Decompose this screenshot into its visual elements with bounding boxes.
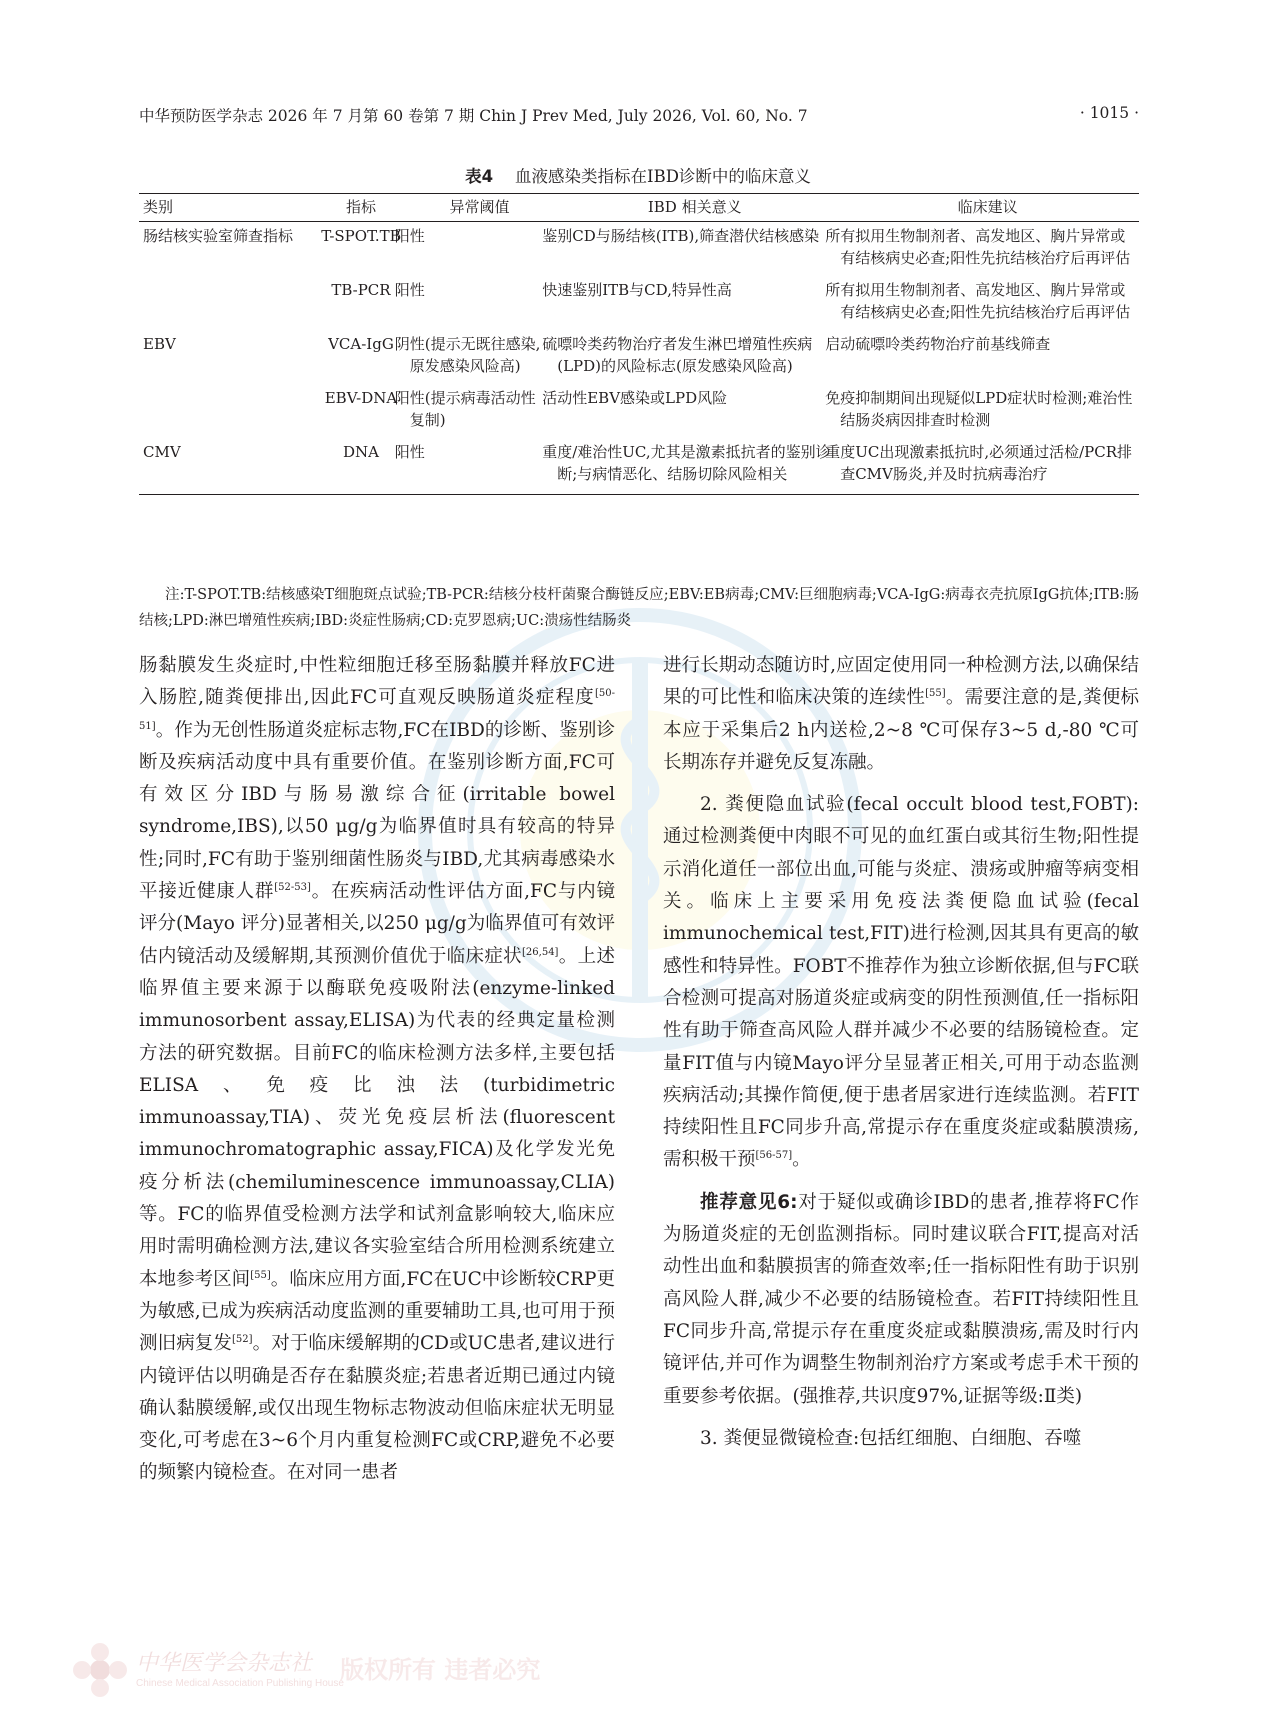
table-cell: TB-PCR	[331, 281, 391, 299]
table-caption	[0, 163, 1276, 187]
paragraph	[663, 1423, 1139, 1455]
journal-citation: 中华预防医学杂志 2026 年 7 月第 60 卷第 7 期 Chin J Prev Med, July 2026, Vol. 60, No. 7	[139, 107, 808, 125]
recommendation-paragraph	[663, 1187, 1139, 1413]
table-cell: 阳性(提示病毒活动性复制)	[394, 389, 536, 429]
table-row	[139, 438, 1139, 495]
text-run: 进行长期动态随访时,应固定使用同一种检测方法,以确保结果的可比性和临床决策的连续性	[663, 655, 1139, 709]
table-cell: 硫嘌呤类药物治疗者发生淋巴增殖性疾病(LPD)的风险标志(原发感染风险高)	[542, 335, 813, 375]
table-cell: 阳性	[406, 438, 553, 495]
text-run: 3. 粪便显微镜检查:包括红细胞、白细胞、吞噬	[700, 1427, 1082, 1449]
column-header: 指标	[316, 194, 406, 222]
column-header: 异常阈值	[406, 194, 553, 222]
text-run: 肠黏膜发生炎症时,中性粒细胞迁移至肠黏膜并释放FC进入肠腔,随粪便排出,因此FC可直观反映肠道炎症程度	[139, 655, 615, 709]
citation: [56-57]	[755, 1150, 793, 1162]
text-run: 对于疑似或确诊IBD的患者,推荐将FC作为肠道炎症的无创监测指标。同时建议联合FIT,提高对活动性出血和黏膜损害的筛查效率;任一指标阳性有助于识别高风险人群,减少不必要的结肠镜检查。若FIT持续阳性且FC同步升高,常提示存在重度炎症或黏膜溃疡,需及时行内镜评估,并可作为调整生物制剂治疗方案或考虑手术干预的重要参考依据。(强推荐,共识度97%,证据等级:Ⅱ类)	[663, 1191, 1139, 1407]
table-cell: DNA	[316, 438, 406, 495]
citation: [52-53]	[274, 881, 311, 893]
table-footnote	[139, 582, 1139, 634]
body-column-left	[139, 650, 615, 1490]
publisher-name-en: Chinese Medical Association Publishing House	[136, 1678, 344, 1689]
paragraph	[663, 789, 1139, 1177]
body-column-right	[663, 650, 1139, 1455]
citation: [50-51]	[139, 688, 615, 732]
text-run: 。	[792, 1149, 811, 1171]
citation: [55]	[250, 1269, 271, 1281]
table-row	[139, 330, 1139, 384]
publisher-name: 中华医学会杂志社	[136, 1651, 313, 1676]
table-cell: 肠结核实验室筛查指标	[143, 227, 294, 245]
text-run: 。需要注意的是,粪便标本应于采集后2 h内送检,2~8 ℃可保存3~5 d,-80 ℃可长期冻存并避免反复冻融。	[663, 687, 1139, 773]
table-cell: EBV-DNA	[324, 389, 398, 407]
table-cell: 阳性	[394, 227, 425, 245]
table-cell: 阴性(提示无既往感染,原发感染风险高)	[394, 335, 541, 375]
running-header	[139, 104, 1139, 128]
citation: [52]	[232, 1334, 253, 1346]
table-row	[139, 384, 1139, 438]
table-cell: CMV	[139, 438, 316, 495]
table-cell: 重度UC出现激素抵抗时,必须通过活检/PCR排查CMV肠炎,并及时抗病毒治疗	[836, 438, 1139, 495]
table-label: 表4	[465, 167, 494, 186]
text-run: 。临床应用方面,FC在UC中诊断较CRP更为敏感,已成为疾病活动度监测的重要辅助工具,也可用于预测旧病复发	[139, 1268, 615, 1355]
table-header-row	[139, 194, 1139, 222]
publisher-watermark	[70, 1640, 590, 1700]
text-run: 。在疾病活动性评估方面,FC与内镜评分(Mayo 评分)显著相关,以250 μg/g为临界值可有效评估内镜活动及缓解期,其预测价值优于临床症状	[139, 881, 615, 967]
text-run: 。作为无创性肠道炎症标志物,FC在IBD的诊断、鉴别诊断及疾病活动度中具有重要价值。在鉴别诊断方面,FC可有效区分IBD与肠易激综合征(irritable bowel syndrome,IBS),以50 μg/g为临界值时具有较高的特异性;同时,FC有助于鉴别细菌性肠炎与IBD,尤其病毒感染水平接近健康人群	[139, 719, 615, 903]
table-cell: 快速鉴别ITB与CD,特异性高	[542, 281, 732, 299]
citation: [26,54]	[522, 946, 559, 958]
table-cell: 活动性EBV感染或LPD风险	[542, 389, 728, 407]
paragraph	[139, 650, 615, 1490]
table-cell: 启动硫嘌呤类药物治疗前基线筛查	[825, 335, 1051, 353]
table-cell: 所有拟用生物制剂者、高发地区、胸片异常或有结核病史必查;阳性先抗结核治疗后再评估	[825, 227, 1131, 267]
page-number: · 1015 ·	[1079, 104, 1139, 122]
table-title: 血液感染类指标在IBD诊断中的临床意义	[515, 167, 811, 186]
text-run: 2. 粪便隐血试验(fecal occult blood test,FOBT):通过检测粪便中肉眼不可见的血红蛋白或其衍生物;阳性提示消化道任一部位出血,可能与炎症、溃疡或肿瘤等病变相关。临床上主要采用免疫法粪便隐血试验(fecal immunochemical test,FIT)进行检测,因其具有更高的敏感性和特异性。FOBT不推荐作为独立诊断依据,但与FC联合检测可提高对肠道炎症或病变的阴性预测值,任一指标阳性有助于筛查高风险人群并减少不必要的结肠镜检查。定量FIT值与内镜Mayo评分呈显著正相关,可用于动态监测疾病活动;其操作简便,便于患者居家进行连续监测。若FIT持续阳性且FC同步升高,常提示存在重度炎症或黏膜溃疡,需积极干预	[663, 794, 1139, 1171]
footnote-text: 注:T-SPOT.TB:结核感染T细胞斑点试验;TB-PCR:结核分枝杆菌聚合酶链反应;EBV:EB病毒;CMV:巨细胞病毒;VCA-IgG:病毒衣壳抗原IgG抗体;ITB:肠结核;LPD:淋巴增殖性疾病;IBD:炎症性肠病;CD:克罗恩病;UC:溃疡性结肠炎	[139, 587, 1139, 629]
column-header: 临床建议	[836, 194, 1139, 222]
citation: [55]	[925, 688, 946, 700]
table-cell: 鉴别CD与肠结核(ITB),筛查潜伏结核感染	[542, 227, 820, 245]
table-cell: 阳性	[394, 281, 425, 299]
paragraph	[663, 650, 1139, 779]
text-run: 。对于临床缓解期的CD或UC患者,建议进行内镜评估以明确是否存在黏膜炎症;若患者近期已通过内镜确认黏膜缓解,或仅出现生物标志物波动但临床症状无明显变化,可考虑在3~6个月内重复检测FC或CRP,避免不必要的频繁内镜检查。在对同一患者	[139, 1333, 615, 1484]
data-table	[139, 193, 1139, 495]
recommendation-label: 推荐意见6:	[700, 1191, 798, 1213]
rights-notice: 版权所有 违者必究	[340, 1656, 541, 1684]
table-cell: 所有拟用生物制剂者、高发地区、胸片异常或有结核病史必查;阳性先抗结核治疗后再评估	[825, 281, 1131, 321]
table-cell: 重度/难治性UC,尤其是激素抵抗者的鉴别诊断;与病情恶化、结肠切除风险相关	[553, 438, 836, 495]
table-cell: VCA-IgG	[328, 335, 394, 353]
table-cell: 免疫抑制期间出现疑似LPD症状时检测;难治性结肠炎病因排查时检测	[825, 389, 1133, 429]
column-header: IBD 相关意义	[553, 194, 836, 222]
table-row	[139, 276, 1139, 330]
table-cell: T-SPOT.TB	[321, 227, 401, 245]
table-cell: EBV	[143, 335, 176, 353]
table-cell	[139, 384, 316, 438]
column-header: 类别	[139, 194, 316, 222]
table-cell	[139, 276, 316, 330]
text-run: 。上述临界值主要来源于以酶联免疫吸附法(enzyme-linked immunosorbent assay,ELISA)为代表的经典定量检测方法的研究数据。目前FC的临床检测方法多样,主要包括ELISA、免疫比浊法(turbidimetric immunoassay,TIA)、荧光免疫层析法(fluorescent immunochromatographic assay,FICA)及化学发光免疫分析法(chemiluminescence immunoassay,CLIA)等。FC的临界值受检测方法学和试剂盒影响较大,临床应用时需明确检测方法,建议各实验室结合所用检测系统建立本地参考区间	[139, 945, 615, 1290]
flower-logo-icon	[70, 1640, 130, 1700]
table-row	[139, 222, 1139, 277]
